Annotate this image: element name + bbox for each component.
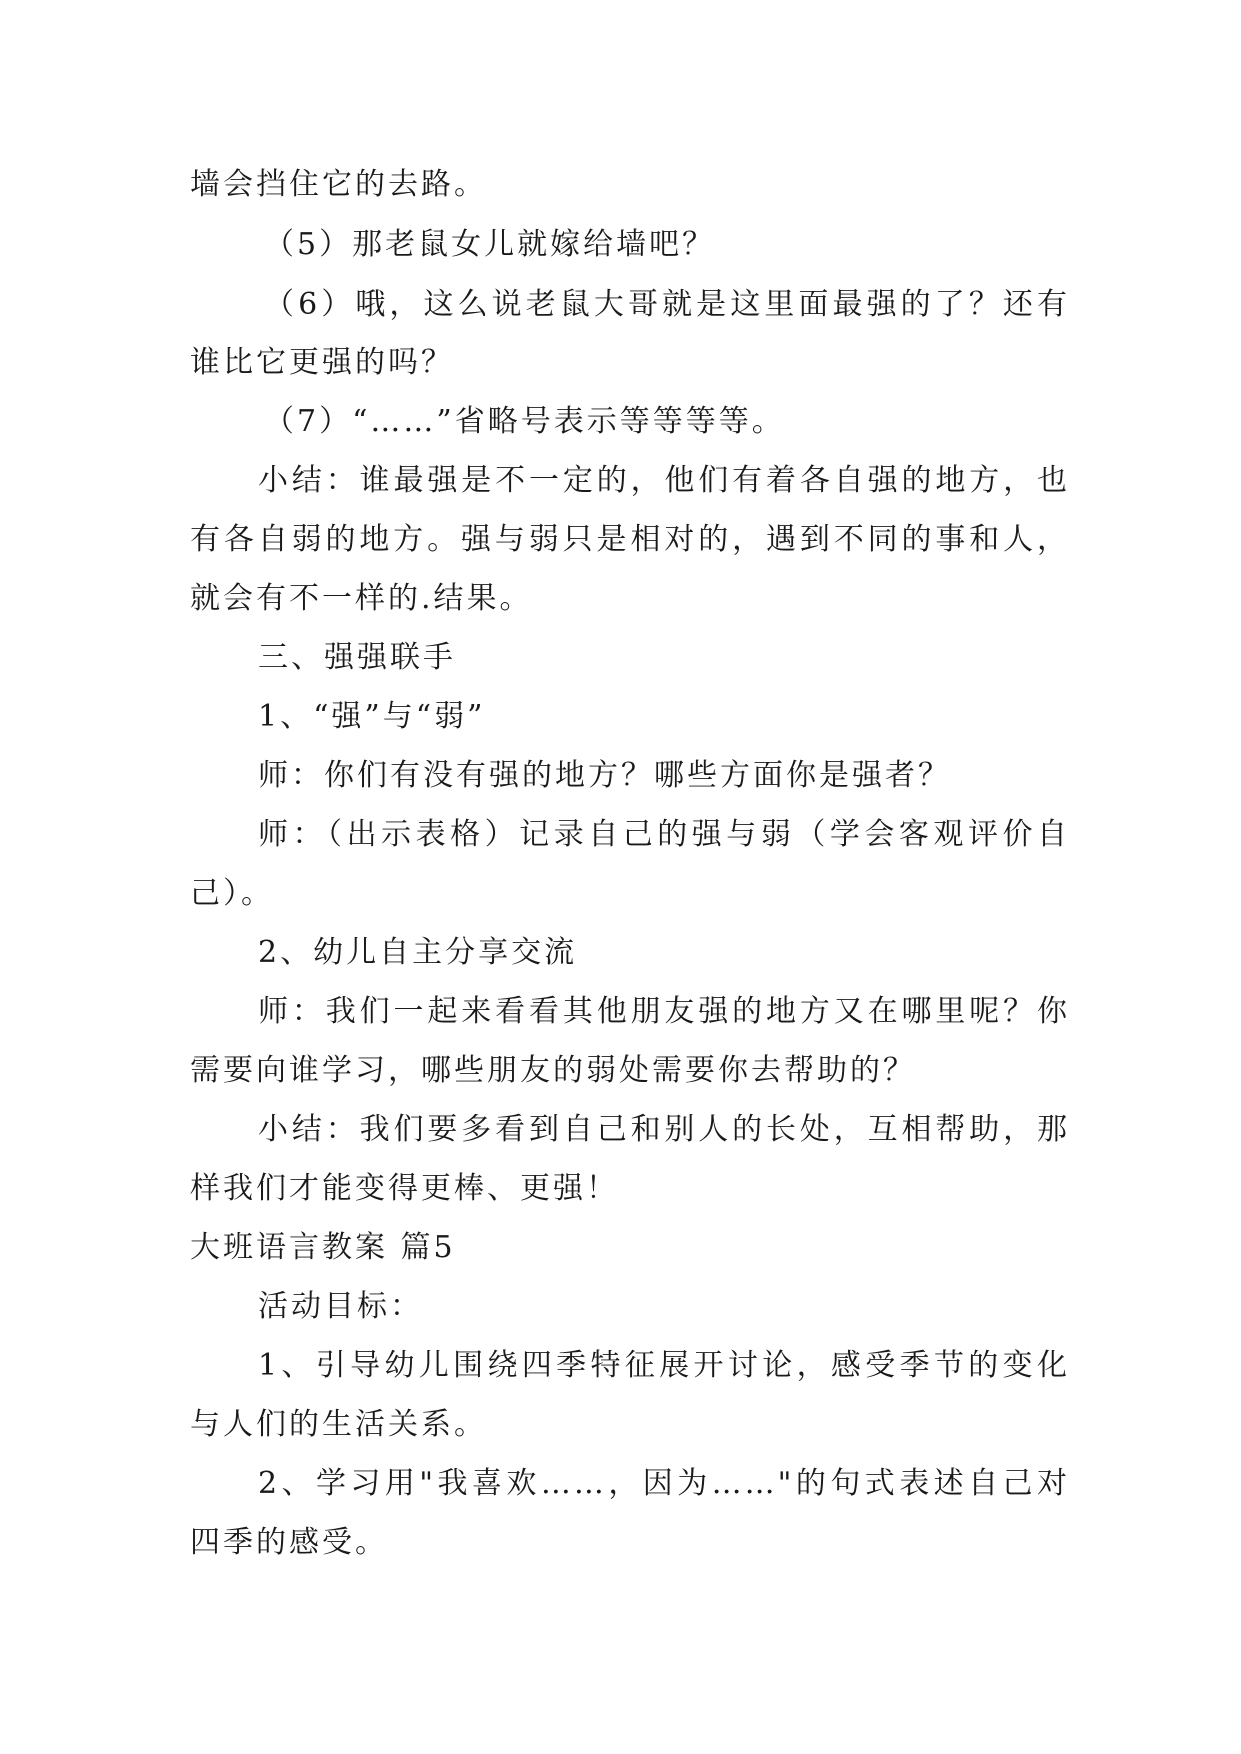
text-line-14: 2、幼儿自主分享交流 [258,935,578,970]
text-line-21: 1、引导幼儿围绕四季特征展开讨论，感受季节的变化 [258,1348,1070,1383]
text-line-1: 墙会挡住它的去路。 [190,167,487,202]
text-line-18: 样我们才能变得更棒、更强！ [190,1171,619,1206]
text-line-22: 与人们的生活关系。 [190,1407,487,1442]
section-title: 大班语言教案 篇5 [190,1230,456,1265]
text-line-3: （6）哦，这么说老鼠大哥就是这里面最强的了？还有 [264,287,1070,322]
text-line-7: 有各自弱的地方。强与弱只是相对的，遇到不同的事和人， [190,522,1070,557]
text-line-24: 四季的感受。 [190,1525,388,1560]
text-line-23: 2、学习用"我喜欢……，因为……"的句式表述自己对 [258,1466,1070,1501]
text-line-8: 就会有不一样的.结果。 [190,581,533,616]
text-line-4: 谁比它更强的吗？ [190,345,454,380]
text-line-13: 己）。 [190,876,274,911]
text-line-6: 小结：谁最强是不一定的，他们有着各自强的地方，也 [258,463,1070,498]
text-line-5: （7）“……”省略号表示等等等等。 [264,404,785,439]
text-line-10: 1、“强”与“弱” [258,699,486,734]
section-heading-3: 三、强强联手 [258,640,456,675]
text-line-11: 师：你们有没有强的地方？哪些方面你是强者？ [258,758,951,793]
text-line-16: 需要向谁学习，哪些朋友的弱处需要你去帮助的？ [190,1053,916,1088]
text-line-17: 小结：我们要多看到自己和别人的长处，互相帮助，那 [258,1112,1070,1147]
text-line-12: 师：（出示表格）记录自己的强与弱（学会客观评价自 [258,817,1070,852]
text-line-20: 活动目标： [258,1289,423,1324]
text-line-15: 师：我们一起来看看其他朋友强的地方又在哪里呢？你 [258,994,1070,1029]
text-line-2: （5）那老鼠女儿就嫁给墙吧？ [264,227,716,262]
